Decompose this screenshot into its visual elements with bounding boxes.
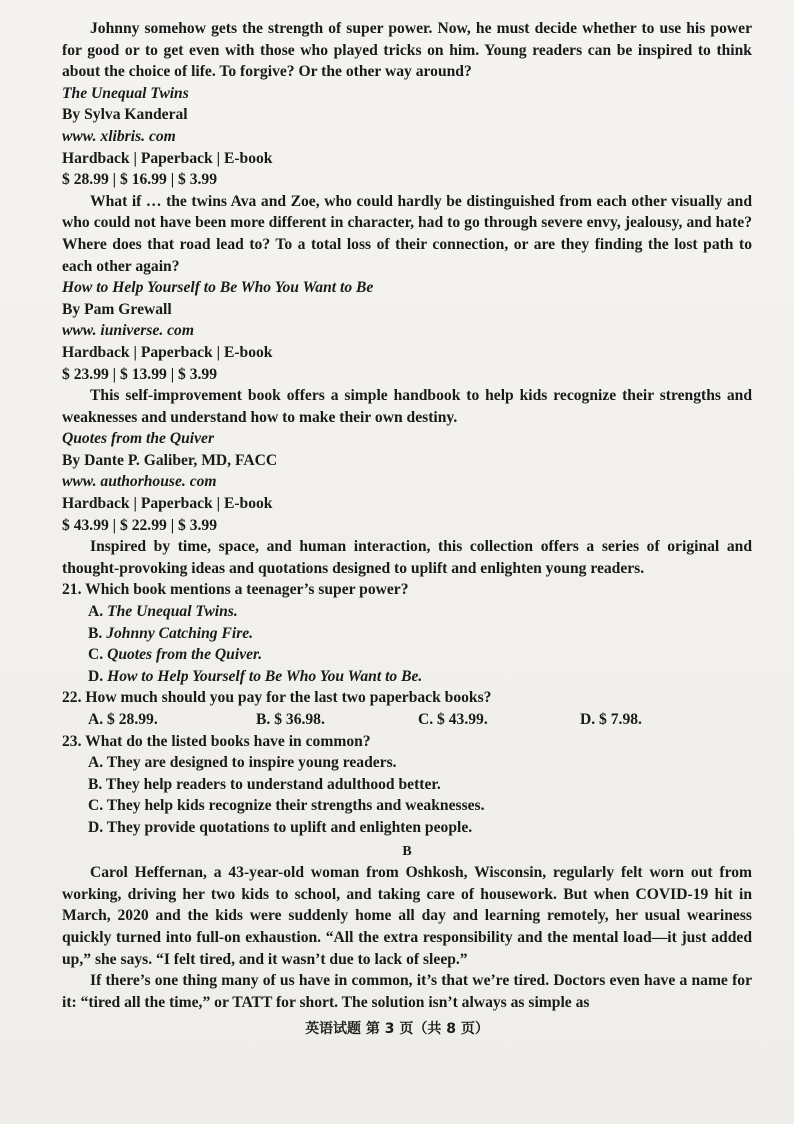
- book-title: How to Help Yourself to Be Who You Want to Be: [62, 279, 374, 297]
- book-formats: Hardback | Paperback | E-book: [62, 149, 273, 167]
- option-letter: D.: [88, 667, 108, 685]
- option-b: B. They help readers to understand adulthood better.: [88, 775, 441, 793]
- option-letter: C.: [88, 646, 108, 664]
- book-author: By Pam Grewall: [62, 300, 172, 318]
- book-formats: Hardback | Paperback | E-book: [62, 495, 273, 513]
- page-footer: 英语试题 第 3 页（共 8 页）: [305, 1021, 489, 1037]
- question-stem: 23. What do the listed books have in common?: [62, 732, 371, 750]
- options-row: [88, 709, 752, 731]
- option-text: The Unequal Twins.: [107, 603, 238, 621]
- book-entry-3: [62, 428, 752, 579]
- book-author: By Dante P. Galiber, MD, FACC: [62, 451, 278, 469]
- section-label: B: [402, 843, 412, 859]
- question-stem: 22. How much should you pay for the last two paperback books?: [62, 689, 492, 707]
- book-description: This self-improvement book offers a simple handbook to help kids recognize their strengths and weaknesses and understand how to make their own destiny.: [62, 387, 752, 426]
- option-a: A. $ 28.99.: [88, 711, 158, 728]
- book-entry-2: [62, 277, 752, 428]
- option-text: How to Help Yourself to Be Who You Want to Be.: [107, 667, 423, 685]
- option-a: [88, 601, 752, 623]
- option-c: C. $ 43.99.: [418, 711, 488, 728]
- book-prices: $ 43.99 | $ 22.99 | $ 3.99: [62, 516, 218, 534]
- option-b: [88, 623, 752, 645]
- book-website: www. iuniverse. com: [62, 322, 194, 340]
- option-b: B. $ 36.98.: [256, 711, 325, 728]
- option-text: Johnny Catching Fire.: [106, 624, 254, 642]
- book-title: Quotes from the Quiver: [62, 430, 215, 448]
- option-letter: B.: [88, 624, 107, 642]
- book-description: What if … the twins Ava and Zoe, who could hardly be distinguished from each other visually and who could not have been more different in character, had to go through severe envy, jealousy, and hate? Where does that road lead to? To a total loss of their connection, or are they finding the lost path to each other again?: [62, 192, 752, 275]
- question-21: [62, 579, 752, 687]
- option-d: D. They provide quotations to uplift and enlighten people.: [88, 818, 473, 836]
- passage-b-paragraph-1: Carol Heffernan, a 43-year-old woman from Oshkosh, Wisconsin, regularly felt worn out from working, driving her two kids to school, and taking care of housework. But when COVID-19 hit in March, 2020 and the kids were suddenly home all day and learning remotely, her usual weariness quickly turned into full-on exhaustion. “All the extra responsibility and the mental load—it just added up,” she says. “I felt tired, and it wasn’t due to lack of sleep.”: [62, 864, 752, 968]
- book-author: By Sylva Kanderal: [62, 106, 188, 124]
- option-d: [88, 666, 752, 688]
- option-letter: A.: [88, 603, 108, 621]
- option-a: A. They are designed to inspire young readers.: [88, 754, 397, 772]
- book-prices: $ 28.99 | $ 16.99 | $ 3.99: [62, 171, 218, 189]
- option-c: [88, 644, 752, 666]
- page-content: [62, 18, 752, 1013]
- book-title: The Unequal Twins: [62, 84, 189, 102]
- option-c: C. They help kids recognize their strengths and weaknesses.: [88, 797, 485, 815]
- book-description: Inspired by time, space, and human interaction, this collection offers a series of original and thought-provoking ideas and quotations designed to uplift and enlighten young readers.: [62, 538, 752, 577]
- question-22: [62, 687, 752, 730]
- book-prices: $ 23.99 | $ 13.99 | $ 3.99: [62, 365, 218, 383]
- book-website: www. xlibris. com: [62, 127, 176, 145]
- question-stem: 21. Which book mentions a teenager’s super power?: [62, 581, 409, 599]
- question-23: [62, 731, 752, 839]
- option-text: Quotes from the Quiver.: [107, 646, 263, 664]
- book-entry-1: [62, 83, 752, 277]
- book-website: www. authorhouse. com: [62, 473, 217, 491]
- option-d: D. $ 7.98.: [580, 711, 642, 728]
- passage-b-paragraph-2: If there’s one thing many of us have in common, it’s that we’re tired. Doctors even have a name for it: “tired all the time,” or TATT for short. The solution isn’t always as simple as: [62, 972, 752, 1011]
- intro-paragraph: Johnny somehow gets the strength of super power. Now, he must decide whether to use his power for good or to get even with those who played tricks on him. Young readers can be inspired to think about the choice of life. To forgive? Or the other way around?: [62, 20, 752, 81]
- book-formats: Hardback | Paperback | E-book: [62, 343, 273, 361]
